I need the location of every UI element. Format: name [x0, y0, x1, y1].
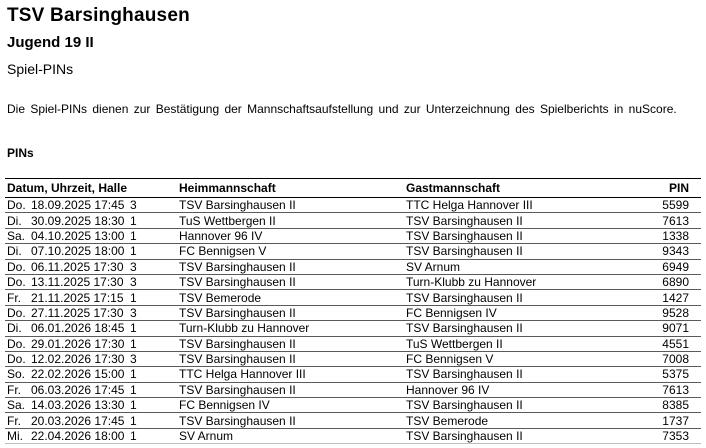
pin-cell: 1427 — [604, 290, 701, 305]
match-date-cell — [5, 351, 177, 366]
match-datetime: 12.02.2026 17:30 — [31, 352, 125, 367]
match-hall: 1 — [130, 367, 137, 382]
guest-team-cell: TSV Barsinghausen II — [404, 428, 604, 443]
match-hall: 1 — [130, 413, 137, 428]
match-hall: 3 — [130, 305, 137, 320]
match-weekday: Do. — [7, 352, 26, 367]
team-subtitle: Jugend 19 II — [7, 34, 94, 51]
match-datetime: 07.10.2025 18:00 — [31, 244, 125, 259]
match-datetime: 06.03.2026 17:45 — [31, 382, 125, 397]
match-hall: 1 — [130, 290, 137, 305]
match-hall: 1 — [130, 228, 137, 243]
home-team-cell: TSV Barsinghausen II — [177, 305, 404, 320]
home-team-cell: FC Bennigsen IV — [177, 398, 404, 413]
pins-table — [5, 178, 701, 444]
pin-cell: 7008 — [604, 351, 701, 366]
page-title: TSV Barsinghausen — [7, 5, 190, 26]
match-weekday: Mi. — [7, 429, 23, 444]
pin-cell: 1338 — [604, 228, 701, 243]
document-type-label: Spiel-PINs — [7, 61, 74, 77]
match-row — [5, 259, 701, 274]
home-team-cell: TSV Barsinghausen II — [177, 413, 404, 428]
match-hall: 1 — [130, 398, 137, 413]
match-weekday: Fr. — [7, 382, 21, 397]
match-datetime: 29.01.2026 17:30 — [31, 336, 125, 351]
match-date-cell — [5, 305, 177, 320]
match-datetime: 22.02.2026 15:00 — [31, 367, 125, 382]
match-weekday: Do. — [7, 275, 26, 290]
match-datetime: 22.04.2026 18:00 — [31, 429, 125, 444]
match-datetime: 30.09.2025 18:30 — [31, 213, 125, 228]
match-date-cell — [5, 259, 177, 274]
description-paragraph: Die Spiel-PINs dienen zur Bestätigung der Mannschaftsaufstellung und zur Unterzeichnung des Spielberichts in nuScore. — [7, 102, 677, 116]
match-row — [5, 398, 701, 413]
guest-team-cell: TSV Barsinghausen II — [404, 398, 604, 413]
guest-team-cell: TSV Barsinghausen II — [404, 228, 604, 243]
column-header-date: Datum, Uhrzeit, Halle — [5, 179, 177, 198]
match-datetime: 21.11.2025 17:15 — [31, 290, 124, 305]
guest-team-cell: TSV Barsinghausen II — [404, 367, 604, 382]
match-row — [5, 274, 701, 289]
match-datetime: 04.10.2025 13:00 — [31, 228, 125, 243]
guest-team-cell: FC Bennigsen V — [404, 351, 604, 366]
match-row — [5, 198, 701, 213]
home-team-cell: TSV Bemerode — [177, 290, 404, 305]
match-date-cell — [5, 413, 177, 428]
match-row — [5, 382, 701, 397]
guest-team-cell: TTC Helga Hannover III — [404, 198, 604, 213]
guest-team-cell: TSV Barsinghausen II — [404, 290, 604, 305]
pin-cell: 6890 — [604, 274, 701, 289]
home-team-cell: TSV Barsinghausen II — [177, 382, 404, 397]
pin-cell: 6949 — [604, 259, 701, 274]
match-row — [5, 351, 701, 366]
pin-cell: 9528 — [604, 305, 701, 320]
column-header-pin: PIN — [604, 179, 701, 198]
home-team-cell: TSV Barsinghausen II — [177, 259, 404, 274]
match-date-cell — [5, 228, 177, 243]
pin-cell: 7353 — [604, 428, 701, 443]
match-date-cell — [5, 244, 177, 259]
guest-team-cell: TSV Barsinghausen II — [404, 213, 604, 228]
match-hall: 1 — [130, 382, 137, 397]
match-row — [5, 321, 701, 336]
match-datetime: 27.11.2025 17:30 — [31, 305, 124, 320]
home-team-cell: Turn-Klubb zu Hannover — [177, 321, 404, 336]
home-team-cell: TSV Barsinghausen II — [177, 351, 404, 366]
match-date-cell — [5, 382, 177, 397]
match-hall: 1 — [130, 244, 137, 259]
pin-cell: 7613 — [604, 213, 701, 228]
match-date-cell — [5, 428, 177, 443]
pin-cell: 9343 — [604, 244, 701, 259]
table-body — [5, 198, 701, 444]
match-row — [5, 413, 701, 428]
match-weekday: Do. — [7, 305, 26, 320]
guest-team-cell: TSV Barsinghausen II — [404, 244, 604, 259]
match-weekday: Do. — [7, 198, 26, 213]
guest-team-cell: TSV Bemerode — [404, 413, 604, 428]
match-weekday: Di. — [7, 213, 22, 228]
pins-section-title: PINs — [7, 146, 34, 160]
match-weekday: Do. — [7, 259, 26, 274]
match-hall: 1 — [130, 321, 137, 336]
match-datetime: 20.03.2026 17:45 — [31, 413, 125, 428]
match-weekday: Do. — [7, 336, 26, 351]
match-row — [5, 213, 701, 228]
match-date-cell — [5, 213, 177, 228]
match-row — [5, 228, 701, 243]
guest-team-cell: TSV Barsinghausen II — [404, 321, 604, 336]
match-hall: 1 — [130, 336, 137, 351]
pin-cell: 4551 — [604, 336, 701, 351]
match-hall: 1 — [130, 429, 137, 444]
home-team-cell: TSV Barsinghausen II — [177, 274, 404, 289]
match-row — [5, 305, 701, 320]
match-weekday: Di. — [7, 321, 22, 336]
match-datetime: 14.03.2026 13:30 — [31, 398, 125, 413]
match-weekday: So. — [7, 367, 26, 382]
match-weekday: Fr. — [7, 413, 21, 428]
home-team-cell: TSV Barsinghausen II — [177, 198, 404, 213]
table-header — [5, 179, 701, 198]
match-datetime: 18.09.2025 17:45 — [31, 198, 125, 213]
home-team-cell: SV Arnum — [177, 428, 404, 443]
home-team-cell: TuS Wettbergen II — [177, 213, 404, 228]
match-hall: 3 — [130, 198, 137, 213]
match-weekday: Fr. — [7, 290, 21, 305]
match-row — [5, 367, 701, 382]
match-datetime: 06.01.2026 18:45 — [31, 321, 125, 336]
home-team-cell: TSV Barsinghausen II — [177, 336, 404, 351]
match-hall: 3 — [130, 352, 137, 367]
match-date-cell — [5, 274, 177, 289]
match-hall: 1 — [130, 213, 137, 228]
match-weekday: Sa. — [7, 398, 26, 413]
match-datetime: 06.11.2025 17:30 — [31, 259, 124, 274]
pin-cell: 5375 — [604, 367, 701, 382]
match-row — [5, 336, 701, 351]
match-date-cell — [5, 367, 177, 382]
match-weekday: Di. — [7, 244, 22, 259]
match-date-cell — [5, 321, 177, 336]
match-date-cell — [5, 290, 177, 305]
guest-team-cell: FC Bennigsen IV — [404, 305, 604, 320]
guest-team-cell: Turn-Klubb zu Hannover — [404, 274, 604, 289]
pin-cell: 8385 — [604, 398, 701, 413]
match-date-cell — [5, 398, 177, 413]
pin-cell: 1737 — [604, 413, 701, 428]
match-row — [5, 244, 701, 259]
guest-team-cell: Hannover 96 IV — [404, 382, 604, 397]
match-row — [5, 290, 701, 305]
match-hall: 3 — [130, 259, 137, 274]
match-hall: 3 — [130, 275, 137, 290]
match-datetime: 13.11.2025 17:30 — [31, 275, 124, 290]
guest-team-cell: TuS Wettbergen II — [404, 336, 604, 351]
guest-team-cell: SV Arnum — [404, 259, 604, 274]
match-date-cell — [5, 198, 177, 213]
match-row — [5, 428, 701, 443]
column-header-home: Heimmannschaft — [177, 179, 404, 198]
match-weekday: Sa. — [7, 228, 26, 243]
column-header-guest: Gastmannschaft — [404, 179, 604, 198]
match-date-cell — [5, 336, 177, 351]
pin-cell: 7613 — [604, 382, 701, 397]
pin-cell: 9071 — [604, 321, 701, 336]
home-team-cell: Hannover 96 IV — [177, 228, 404, 243]
home-team-cell: FC Bennigsen V — [177, 244, 404, 259]
home-team-cell: TTC Helga Hannover III — [177, 367, 404, 382]
pin-cell: 5599 — [604, 198, 701, 213]
